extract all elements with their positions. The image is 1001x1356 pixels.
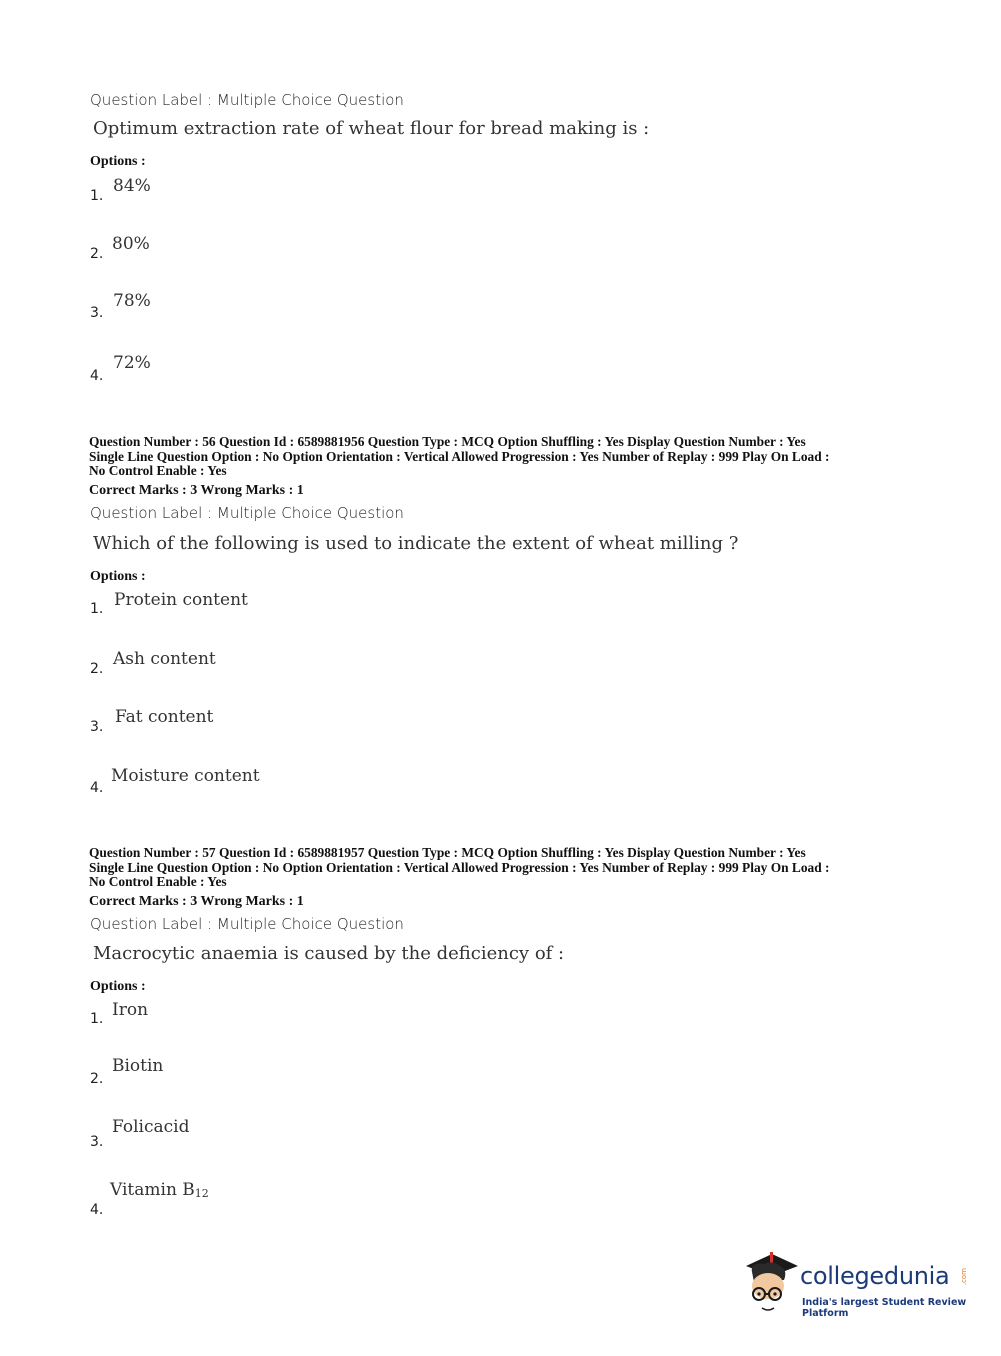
option-text-main: Vitamin B <box>110 1180 195 1200</box>
brand-suffix: .com <box>960 1268 968 1286</box>
question-meta-line: No Control Enable : Yes <box>89 874 227 890</box>
option-number: 2. <box>90 661 104 677</box>
question-text: Macrocytic anaemia is caused by the deficiency of : <box>93 943 565 964</box>
question-meta-line: No Control Enable : Yes <box>89 463 227 479</box>
option-text: 84% <box>113 176 151 196</box>
option-number: 4. <box>90 780 104 796</box>
question-label: Question Label : Multiple Choice Question <box>90 91 404 109</box>
option-text: Folicacid <box>112 1117 190 1137</box>
marks-info: Correct Marks : 3 Wrong Marks : 1 <box>89 894 304 909</box>
option-number: 1. <box>90 188 104 204</box>
options-label: Options : <box>90 154 146 169</box>
option-text <box>110 1180 209 1200</box>
options-label: Options : <box>90 979 146 994</box>
option-number: 3. <box>90 719 104 735</box>
option-text: 78% <box>113 291 151 311</box>
brand-name: collegedunia <box>800 1262 950 1290</box>
question-label: Question Label : Multiple Choice Question <box>90 504 404 522</box>
marks-info: Correct Marks : 3 Wrong Marks : 1 <box>89 483 304 498</box>
question-meta-line: Single Line Question Option : No Option Orientation : Vertical Allowed Progression : Yes Number of Replay : 999 Play On Load : <box>89 859 830 875</box>
option-text: Biotin <box>112 1056 164 1076</box>
question-text: Which of the following is used to indicate the extent of wheat milling ? <box>93 533 739 554</box>
option-number: 4. <box>90 368 104 384</box>
option-number: 3. <box>90 1134 104 1150</box>
option-text: Protein content <box>114 590 248 610</box>
question-meta-line: Question Number : 57 Question Id : 6589881957 Question Type : MCQ Option Shuffling : Yes Display Question Number : Yes <box>89 845 806 860</box>
option-text: Iron <box>112 1000 149 1020</box>
question-meta-line: Question Number : 56 Question Id : 6589881956 Question Type : MCQ Option Shuffling : Yes Display Question Number : Yes <box>89 434 806 449</box>
collegedunia-mascot-icon <box>742 1250 800 1312</box>
question-meta-line: Single Line Question Option : No Option Orientation : Vertical Allowed Progression : Yes Number of Replay : 999 Play On Load : <box>89 448 830 464</box>
option-number: 1. <box>90 1011 104 1027</box>
option-number: 3. <box>90 305 104 321</box>
question-label: Question Label : Multiple Choice Question <box>90 915 404 933</box>
question-text: Optimum extraction rate of wheat flour for bread making is : <box>93 118 650 139</box>
brand-tagline: India's largest Student Review Platform <box>802 1297 967 1319</box>
option-text: Moisture content <box>111 766 260 786</box>
option-number: 4. <box>90 1202 104 1218</box>
options-label: Options : <box>90 569 146 584</box>
question-meta <box>89 846 919 890</box>
option-text: Ash content <box>113 649 216 669</box>
option-text: 72% <box>113 353 151 373</box>
option-number: 2. <box>90 246 104 262</box>
question-meta <box>89 435 919 479</box>
option-number: 1. <box>90 601 104 617</box>
option-text: 80% <box>112 234 150 254</box>
option-number: 2. <box>90 1071 104 1087</box>
option-text-subscript: 12 <box>194 1187 209 1200</box>
option-text: Fat content <box>115 707 214 727</box>
